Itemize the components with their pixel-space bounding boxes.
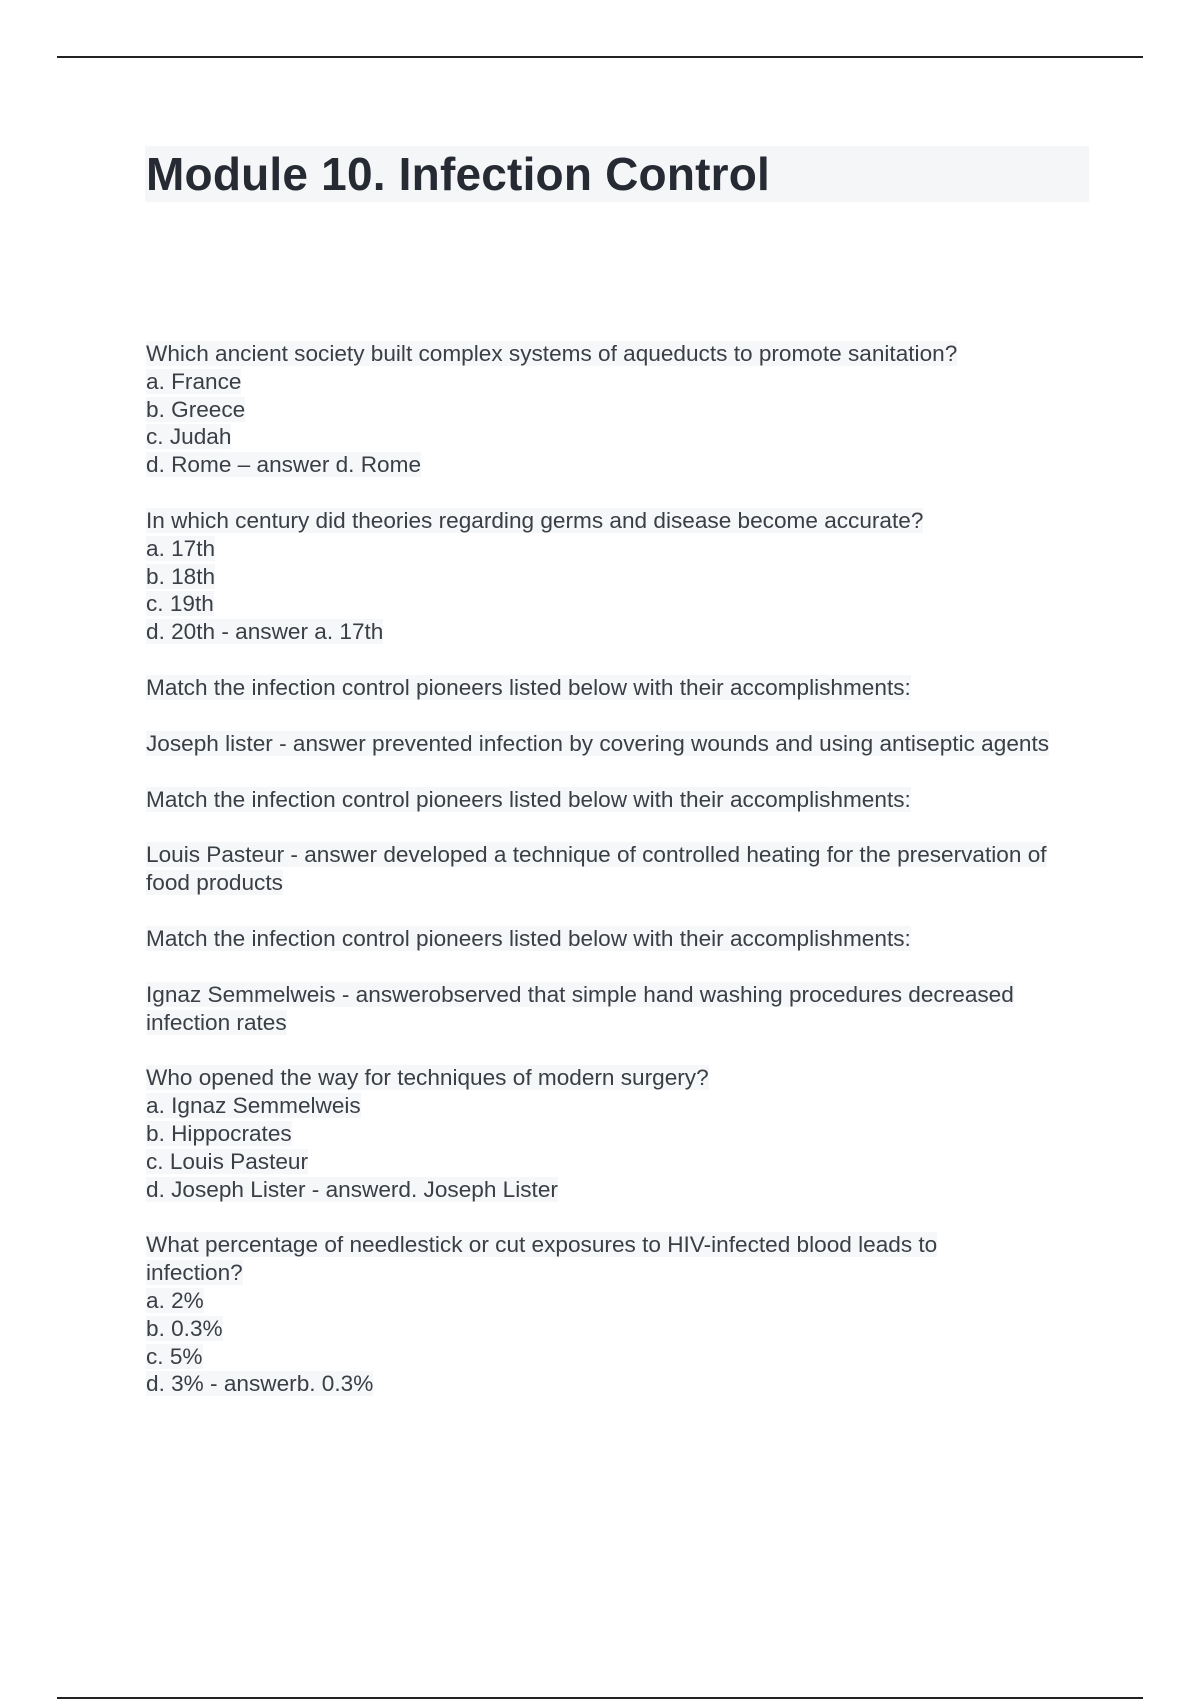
question-block <box>146 841 1090 897</box>
question-block <box>146 981 1090 1037</box>
answer-option: d. 3% - answerb. 0.3% <box>146 1371 374 1397</box>
question-prompt: Match the infection control pioneers listed below with their accomplishments: <box>146 674 911 700</box>
answer-option: b. Hippocrates <box>146 1120 292 1146</box>
answer-option: a. 17th <box>146 535 216 561</box>
answer-option: a. France <box>146 368 242 394</box>
question-block <box>146 730 1090 758</box>
question-block <box>146 340 1090 479</box>
answer-option: c. Judah <box>146 424 232 450</box>
matching-answer: Louis Pasteur - answer developed a technique of controlled heating for the preservation of food products <box>146 842 1047 896</box>
matching-answer: Joseph lister - answer prevented infection by covering wounds and using antiseptic agents <box>146 730 1050 756</box>
page-title: Module 10. Infection Control <box>146 148 771 200</box>
question-list <box>146 340 1090 1426</box>
question-prompt: Match the infection control pioneers listed below with their accomplishments: <box>146 786 911 812</box>
question-block <box>146 1231 1090 1398</box>
question-prompt: Match the infection control pioneers listed below with their accomplishments: <box>146 925 911 951</box>
question-block <box>146 674 1090 702</box>
question-block <box>146 786 1090 814</box>
answer-option: c. Louis Pasteur <box>146 1148 309 1174</box>
answer-option: c. 5% <box>146 1343 203 1369</box>
question-prompt: What percentage of needlestick or cut exposures to HIV-infected blood leads to infection? <box>146 1232 938 1286</box>
answer-option: b. 0.3% <box>146 1315 223 1341</box>
answer-option: d. 20th - answer a. 17th <box>146 619 384 645</box>
question-prompt: Who opened the way for techniques of modern surgery? <box>146 1065 709 1091</box>
answer-option: a. Ignaz Semmelweis <box>146 1093 361 1119</box>
answer-option: d. Rome – answer d. Rome <box>146 452 422 478</box>
question-block <box>146 925 1090 953</box>
top-rule <box>57 56 1143 58</box>
answer-option: d. Joseph Lister - answerd. Joseph Lister <box>146 1176 558 1202</box>
question-prompt: Which ancient society built complex systems of aqueducts to promote sanitation? <box>146 341 958 366</box>
answer-option: b. 18th <box>146 563 216 589</box>
question-block <box>146 1064 1090 1203</box>
question-prompt: In which century did theories regarding germs and disease become accurate? <box>146 507 924 533</box>
answer-option: b. Greece <box>146 396 246 422</box>
answer-option: a. 2% <box>146 1287 204 1313</box>
bottom-rule <box>57 1697 1143 1699</box>
answer-option: c. 19th <box>146 591 214 617</box>
question-block <box>146 507 1090 646</box>
matching-answer: Ignaz Semmelweis - answerobserved that simple hand washing procedures decreased infection rates <box>146 981 1014 1035</box>
